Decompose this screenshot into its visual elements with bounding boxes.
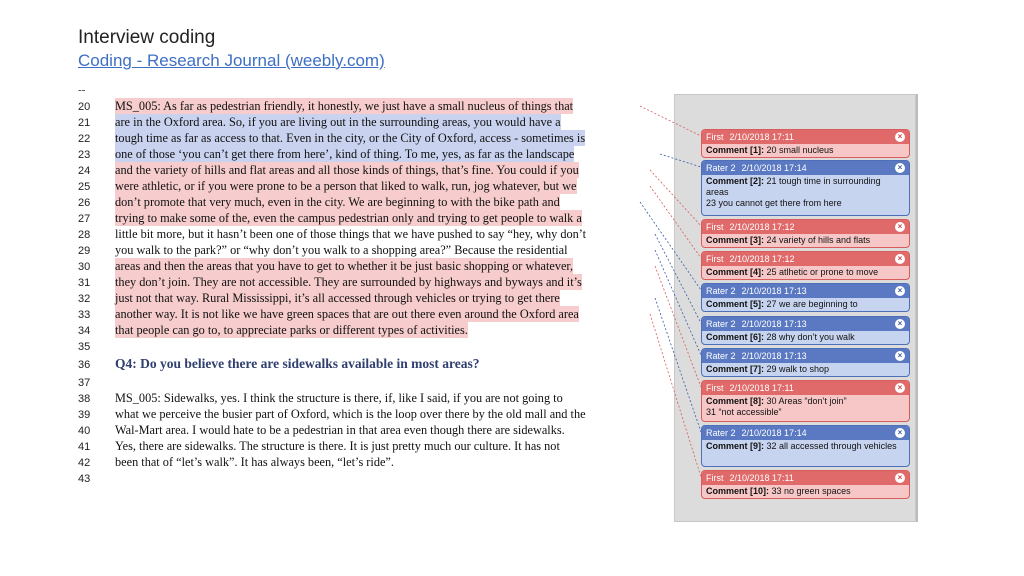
transcript-line <box>78 194 560 210</box>
research-journal-link[interactable]: Coding - Research Journal (weebly.com) <box>78 51 385 70</box>
comment-body <box>702 175 909 211</box>
line-number: 31 <box>78 277 91 289</box>
line-number: 42 <box>78 457 91 469</box>
comment-header <box>702 317 909 331</box>
question-heading[interactable]: Q4: Do you believe there are sidewalks available in most areas? <box>115 356 480 371</box>
line-text[interactable]: you walk to the park?” or “why don’t you walk to a shopping area?” Because the residential <box>115 243 568 257</box>
comment-rater: First <box>706 254 724 264</box>
transcript-line <box>78 306 579 322</box>
line-number: 41 <box>78 441 91 453</box>
line-number: 25 <box>78 181 91 193</box>
close-icon[interactable]: × <box>895 319 905 329</box>
comment-body <box>702 331 909 345</box>
transcript-line <box>78 258 573 274</box>
transcript-line <box>78 210 582 226</box>
transcript-line <box>78 470 115 486</box>
doc-dash: -- <box>78 84 86 96</box>
comment-pane-edge <box>916 94 918 522</box>
comment-3[interactable] <box>701 219 910 248</box>
transcript-line <box>78 274 582 290</box>
transcript-line <box>78 226 586 242</box>
comment-text: 24 variety of hills and flats <box>766 235 871 245</box>
transcript-line <box>78 130 585 146</box>
line-number: 40 <box>78 425 91 437</box>
comment-body <box>702 234 909 248</box>
comment-rater: Rater 2 <box>706 286 736 296</box>
comment-text-2: 23 you cannot get there from here <box>706 198 842 208</box>
line-text[interactable]: MS_005: As far as pedestrian friendly, it honestly, we just have a small nucleus of things that <box>115 99 574 113</box>
transcript-line <box>78 290 560 306</box>
transcript-line <box>78 322 468 338</box>
line-number: 20 <box>78 101 91 113</box>
slide-title: Interview coding <box>78 27 216 48</box>
transcript-line <box>78 356 479 372</box>
line-number: 30 <box>78 261 91 273</box>
comment-text-2: 31 “not accessible” <box>706 407 782 417</box>
transcript-line <box>78 454 394 470</box>
comment-8[interactable] <box>701 380 910 422</box>
comment-label: Comment [1]: <box>706 145 764 155</box>
transcript-line <box>78 98 573 114</box>
line-number: 23 <box>78 149 91 161</box>
line-text[interactable]: little bit more, but it hasn’t been one of those things that we have pushed to say “hey, why don’t <box>115 227 587 241</box>
line-number: 29 <box>78 245 91 257</box>
line-number: 36 <box>78 359 91 371</box>
comment-body <box>702 144 909 158</box>
line-text[interactable]: one of those ‘you can’t get there from here’, kind of thing. To me, yes, as far as the landscape <box>115 147 575 161</box>
comment-rater: Rater 2 <box>706 351 736 361</box>
line-number: 34 <box>78 325 91 337</box>
comment-body <box>702 485 909 499</box>
line-number: 22 <box>78 133 91 145</box>
comment-date: 2/10/2018 17:12 <box>729 222 795 232</box>
transcript-line <box>78 338 115 354</box>
comment-header <box>702 220 909 234</box>
comment-text: 27 we are beginning to <box>766 299 858 309</box>
close-icon[interactable]: × <box>895 132 905 142</box>
comment-label: Comment [4]: <box>706 267 764 277</box>
close-icon[interactable]: × <box>895 222 905 232</box>
comment-rater: First <box>706 473 724 483</box>
comment-date: 2/10/2018 17:11 <box>729 132 794 142</box>
comment-date: 2/10/2018 17:12 <box>729 254 795 264</box>
comment-9[interactable] <box>701 425 910 467</box>
comment-date: 2/10/2018 17:13 <box>741 286 807 296</box>
comment-text: 29 walk to shop <box>766 364 830 374</box>
comment-body <box>702 440 909 454</box>
line-text[interactable]: MS_005: Sidewalks, yes. I think the structure is there, if, like I said, if you are not going to <box>115 391 563 405</box>
transcript-line <box>78 146 574 162</box>
comment-label: Comment [2]: <box>706 176 764 186</box>
comment-body <box>702 395 909 420</box>
comment-label: Comment [5]: <box>706 299 764 309</box>
comment-date: 2/10/2018 17:11 <box>729 473 794 483</box>
transcript-line <box>78 422 565 438</box>
comment-header <box>702 284 909 298</box>
line-number: 37 <box>78 377 91 389</box>
line-number: 27 <box>78 213 91 225</box>
close-icon[interactable]: × <box>895 383 905 393</box>
line-text[interactable]: and the variety of hills and flat areas and all those kinds of things, that’s fine. You could if you <box>115 163 579 177</box>
line-text[interactable]: don’t promote that very much, even in the city. We are beginning to with the bike path and <box>115 195 560 209</box>
line-text[interactable]: tough time as far as access to that. Even in the city, or the City of Oxford, access - sometimes is <box>115 131 586 145</box>
transcript-line <box>78 390 563 406</box>
line-number: 43 <box>78 473 91 485</box>
line-text[interactable]: areas and then the areas that you have to get to whether it be just basic shopping or whatever, <box>115 259 574 273</box>
comment-text: 20 small nucleus <box>766 145 834 155</box>
line-text[interactable]: that people can go to, to appreciate parks or different types of activities. <box>115 323 468 337</box>
comment-7[interactable] <box>701 348 910 377</box>
comment-2[interactable] <box>701 160 910 216</box>
comment-header <box>702 381 909 395</box>
comment-header <box>702 130 909 144</box>
transcript-line <box>78 374 115 390</box>
comment-date: 2/10/2018 17:13 <box>741 319 807 329</box>
close-icon[interactable]: × <box>895 351 905 361</box>
line-number: 28 <box>78 229 91 241</box>
line-number: 24 <box>78 165 91 177</box>
line-text[interactable]: Wal-Mart area. I would hate to be a pedestrian in that area even though there are sidewalks. <box>115 423 565 437</box>
line-number: 32 <box>78 293 91 305</box>
comment-rater: Rater 2 <box>706 428 736 438</box>
comment-6[interactable] <box>701 316 910 345</box>
comment-header <box>702 471 909 485</box>
transcript-line <box>78 406 586 422</box>
comment-1[interactable] <box>701 129 910 158</box>
comment-rater: First <box>706 132 724 142</box>
comment-rater: Rater 2 <box>706 163 736 173</box>
comment-rater: First <box>706 383 724 393</box>
comment-4[interactable] <box>701 251 910 280</box>
line-number: 26 <box>78 197 91 209</box>
comment-body <box>702 363 909 377</box>
comment-header <box>702 349 909 363</box>
line-number: 21 <box>78 117 91 129</box>
comment-label: Comment [6]: <box>706 332 764 342</box>
line-number: 33 <box>78 309 91 321</box>
line-text[interactable]: just not that way. Rural Mississippi, it’s all accessed through vehicles or trying to get there <box>115 291 560 305</box>
close-icon[interactable]: × <box>895 163 905 173</box>
comment-text: 25 atlhetic or prone to move <box>766 267 879 277</box>
comment-text: 32 all accessed through vehicles <box>766 441 897 451</box>
comment-header <box>702 161 909 175</box>
comment-label: Comment [10]: <box>706 486 770 496</box>
comment-text: 21 tough time in surrounding areas <box>706 176 881 197</box>
close-icon[interactable]: × <box>895 286 905 296</box>
line-number: 39 <box>78 409 91 421</box>
comment-body <box>702 298 909 312</box>
comment-label: Comment [3]: <box>706 235 764 245</box>
comment-header <box>702 426 909 440</box>
line-text[interactable]: Yes, there are sidewalks. The structure is there. It is just pretty much our culture. It has not <box>115 439 560 453</box>
line-number: 35 <box>78 341 91 353</box>
line-text[interactable]: another way. It is not like we have green spaces that are out there even around the Oxford area <box>115 307 579 321</box>
comment-5[interactable] <box>701 283 910 312</box>
comment-10[interactable] <box>701 470 910 499</box>
comment-rater: First <box>706 222 724 232</box>
comment-header <box>702 252 909 266</box>
transcript-line <box>78 438 560 454</box>
line-text[interactable]: they don’t join. They are not accessible. They are surrounded by highways and byways and it’s <box>115 275 582 289</box>
line-text[interactable]: been that of “let’s walk”. It has always been, “let’s ride”. <box>115 455 394 469</box>
comment-text: 33 no green spaces <box>771 486 851 496</box>
transcript-line <box>78 242 568 258</box>
comment-text: 30 Areas “don’t join” <box>766 396 847 406</box>
comment-label: Comment [8]: <box>706 396 764 406</box>
transcript-line <box>78 162 579 178</box>
comment-date: 2/10/2018 17:14 <box>741 163 807 173</box>
close-icon[interactable]: × <box>895 473 905 483</box>
close-icon[interactable]: × <box>895 254 905 264</box>
line-text[interactable]: were athletic, or if you were prone to be a person that liked to walk, run, jog whatever, but we <box>115 179 577 193</box>
comment-date: 2/10/2018 17:14 <box>741 428 807 438</box>
transcript-line <box>78 178 577 194</box>
comment-text: 28 why don’t you walk <box>766 332 855 342</box>
comment-rater: Rater 2 <box>706 319 736 329</box>
transcript-line <box>78 114 561 130</box>
close-icon[interactable]: × <box>895 428 905 438</box>
comment-date: 2/10/2018 17:11 <box>729 383 794 393</box>
comment-body <box>702 266 909 280</box>
line-text[interactable]: what we perceive the busier part of Oxford, which is the loop over there by the old mall and the <box>115 407 586 421</box>
line-text[interactable]: are in the Oxford area. So, if you are living out in the surrounding areas, you would have a <box>115 115 561 129</box>
comment-label: Comment [7]: <box>706 364 764 374</box>
comment-label: Comment [9]: <box>706 441 764 451</box>
line-number: 38 <box>78 393 91 405</box>
comment-date: 2/10/2018 17:13 <box>741 351 807 361</box>
line-text[interactable]: trying to make some of the, even the campus pedestrian only and trying to get people to walk a <box>115 211 582 225</box>
